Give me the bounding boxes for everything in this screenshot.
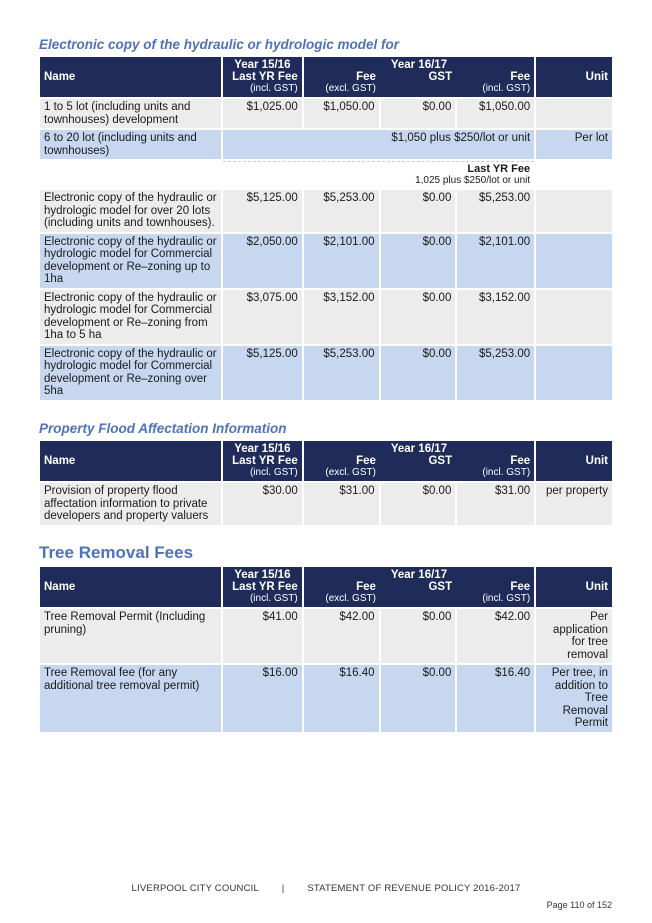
fee-excl-gst: $1,050.00 xyxy=(304,99,379,128)
gst-amount: $0.00 xyxy=(381,483,456,525)
fee-name: Electronic copy of the hydraulic or hydrologic model for Commercial development or Re–zoning from 1ha to 5 ha xyxy=(40,290,221,344)
gst-amount: $0.00 xyxy=(381,665,456,732)
header-last-year-fee: Year 15/16 Last YR Fee (incl. GST) xyxy=(223,567,302,607)
table-row xyxy=(40,99,612,128)
page-number: Page 110 of 152 xyxy=(546,900,612,910)
table-header-row xyxy=(40,567,612,607)
fee-excl-gst: $31.00 xyxy=(304,483,379,525)
gst-amount: $0.00 xyxy=(381,234,456,288)
fee-table-flood-affectation xyxy=(38,439,614,527)
gst-amount: $0.00 xyxy=(381,99,456,128)
fee-unit xyxy=(536,346,612,400)
fee-excl-gst: $2,101.00 xyxy=(304,234,379,288)
header-name: Name xyxy=(40,441,221,481)
gst-amount: $0.00 xyxy=(381,190,456,232)
fee-incl-gst: $5,253.00 xyxy=(457,346,534,400)
fee-unit: Per tree, in addition to Tree Removal Permit xyxy=(536,665,612,732)
last-year-fee: $5,125.00 xyxy=(223,346,302,400)
footer-separator: | xyxy=(281,883,285,894)
table-header-row xyxy=(40,57,612,97)
table-row xyxy=(40,290,612,344)
fee-name: Electronic copy of the hydraulic or hydrologic model for Commercial development or Re–zoning over 5ha xyxy=(40,346,221,400)
fee-table-tree-removal xyxy=(38,565,614,734)
fee-incl-gst: $3,152.00 xyxy=(457,290,534,344)
header-last-year-fee: Year 15/16 Last YR Fee (incl. GST) xyxy=(223,57,302,97)
fee-name: Electronic copy of the hydraulic or hydrologic model for over 20 lots (including units and townhouses). xyxy=(40,190,221,232)
last-year-fee: $3,075.00 xyxy=(223,290,302,344)
last-year-fee: $16.00 xyxy=(223,665,302,732)
fee-description: $1,050 plus $250/lot or unit xyxy=(223,130,534,159)
last-year-fee-note: Last YR Fee 1,025 plus $250/lot or unit xyxy=(223,161,534,188)
header-fee-incl: Fee (incl. GST) xyxy=(482,455,531,478)
last-year-fee: $30.00 xyxy=(223,483,302,525)
header-fee-incl: Fee (incl. GST) xyxy=(482,581,531,604)
fee-excl-gst: $3,152.00 xyxy=(304,290,379,344)
gst-amount: $0.00 xyxy=(381,290,456,344)
table-row xyxy=(40,346,612,400)
fee-excl-gst: $5,253.00 xyxy=(304,346,379,400)
table-row xyxy=(40,190,612,232)
table-header-row xyxy=(40,441,612,481)
fee-table-hydraulic-model xyxy=(38,55,614,402)
fee-incl-gst: $31.00 xyxy=(457,483,534,525)
header-name: Name xyxy=(40,567,221,607)
fee-excl-gst: $5,253.00 xyxy=(304,190,379,232)
header-gst: GST xyxy=(428,455,453,467)
page-footer xyxy=(0,883,652,894)
last-year-fee: $41.00 xyxy=(223,609,302,663)
last-year-fee: $5,125.00 xyxy=(223,190,302,232)
header-fee: Fee (excl. GST) xyxy=(325,71,376,94)
last-year-fee: $1,025.00 xyxy=(223,99,302,128)
last-year-fee: $2,050.00 xyxy=(223,234,302,288)
fee-unit: per property xyxy=(536,483,612,525)
fee-excl-gst: $16.40 xyxy=(304,665,379,732)
fee-name: Tree Removal fee (for any additional tree removal permit) xyxy=(40,665,221,732)
fee-incl-gst: $16.40 xyxy=(457,665,534,732)
header-fee-incl: Fee (incl. GST) xyxy=(482,71,531,94)
fee-excl-gst: $42.00 xyxy=(304,609,379,663)
header-current-year: Year 16/17 Fee (excl. GST) GST Fee (incl. GST) xyxy=(304,441,534,481)
fee-unit: Per lot xyxy=(536,130,612,159)
table-row xyxy=(40,234,612,288)
footer-doc-title: STATEMENT OF REVENUE POLICY 2016-2017 xyxy=(307,883,521,894)
table-row xyxy=(40,665,612,732)
footer-org: LIVERPOOL CITY COUNCIL xyxy=(131,883,259,894)
fee-incl-gst: $2,101.00 xyxy=(457,234,534,288)
gst-amount: $0.00 xyxy=(381,609,456,663)
fee-incl-gst: $42.00 xyxy=(457,609,534,663)
header-current-year: Year 16/17 Fee (excl. GST) GST Fee (incl. GST) xyxy=(304,567,534,607)
section-title-flood-affectation: Property Flood Affectation Information xyxy=(39,421,287,436)
gst-amount: $0.00 xyxy=(381,346,456,400)
header-unit: Unit xyxy=(536,57,612,97)
fee-name: Provision of property flood affectation information to private developers and property valuers xyxy=(40,483,221,525)
table-row xyxy=(40,130,612,159)
fee-incl-gst: $1,050.00 xyxy=(457,99,534,128)
header-unit: Unit xyxy=(536,441,612,481)
fee-name: Electronic copy of the hydraulic or hydrologic model for Commercial development or Re–zoning up to 1ha xyxy=(40,234,221,288)
fee-unit xyxy=(536,290,612,344)
header-name: Name xyxy=(40,57,221,97)
fee-unit xyxy=(536,234,612,288)
header-fee: Fee (excl. GST) xyxy=(325,455,376,478)
table-note-row xyxy=(40,161,612,188)
table-row xyxy=(40,483,612,525)
fee-name: 6 to 20 lot (including units and townhouses) xyxy=(40,130,221,159)
fee-unit xyxy=(536,99,612,128)
header-last-year-fee: Year 15/16 Last YR Fee (incl. GST) xyxy=(223,441,302,481)
fee-unit: Per application for tree removal xyxy=(536,609,612,663)
header-unit: Unit xyxy=(536,567,612,607)
section-title-hydraulic-model: Electronic copy of the hydraulic or hydrologic model for xyxy=(39,37,400,52)
section-title-tree-removal: Tree Removal Fees xyxy=(39,543,194,562)
header-gst: GST xyxy=(428,71,453,83)
fee-name: Tree Removal Permit (Including pruning) xyxy=(40,609,221,663)
header-fee: Fee (excl. GST) xyxy=(325,581,376,604)
fee-incl-gst: $5,253.00 xyxy=(457,190,534,232)
fee-unit xyxy=(536,190,612,232)
header-gst: GST xyxy=(428,581,453,593)
header-current-year: Year 16/17 Fee (excl. GST) GST Fee (incl. GST) xyxy=(304,57,534,97)
table-row xyxy=(40,609,612,663)
fee-name: 1 to 5 lot (including units and townhouses) development xyxy=(40,99,221,128)
